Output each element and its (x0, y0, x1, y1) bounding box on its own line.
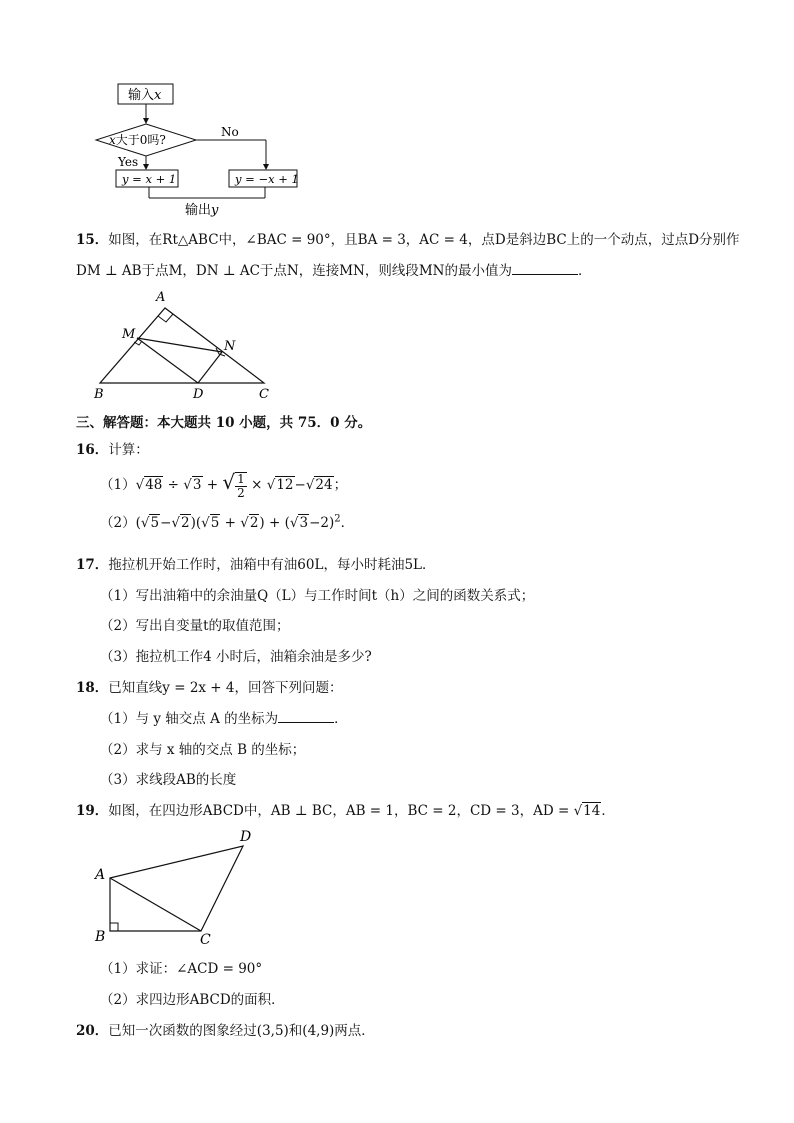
q15-label-D: D (193, 387, 204, 402)
q15-label-A: A (156, 290, 166, 305)
flowchart-decision-label: x大于0吗? (109, 133, 166, 147)
q16-title: 16．计算： (76, 442, 149, 458)
flowchart-yes-label: Yes (118, 155, 139, 169)
q15-label-C: C (259, 387, 269, 402)
q15-line2: DM ⊥ AB于点M，DN ⊥ AC于点N，连接MN，则线段MN的最小值为 ． (76, 263, 592, 279)
flowchart-input-label: 输入x (128, 88, 162, 103)
q15-label-M: M (122, 327, 136, 342)
q17-part2: （2）写出自变量t的取值范围； (100, 618, 290, 634)
q18-answer-blank[interactable] (278, 710, 334, 723)
q20-line: 20．已知一次函数的图象经过(3,5)和(4,9)两点． (76, 1023, 375, 1039)
q19-label-A: A (95, 867, 106, 883)
q18-line: 18．已知直线y = 2x + 4，回答下列问题： (76, 680, 343, 696)
q19-label-C: C (200, 932, 211, 948)
q19-label-D: D (240, 829, 252, 845)
flowchart-right-formula: y = −x + 1 (235, 172, 299, 186)
q15-text-line2: DM ⊥ AB于点M，DN ⊥ AC于点N，连接MN，则线段MN的最小值为 (76, 263, 512, 279)
q15-label-N: N (224, 339, 236, 354)
q16-part2: $(2)(√5-√2)(√5 + √2) + (√3-2)^2$． (100, 513, 355, 531)
q15-line1 (76, 228, 740, 248)
q15-number: 15． (76, 232, 109, 248)
flowchart-left-formula: y = x + 1 (122, 172, 177, 186)
q17-part1: （1）写出油箱中的余油量Q（L）与工作时间t（h）之间的函数关系式； (100, 588, 535, 604)
q17-line: 17．拖拉机开始工作时，油箱中有油60L，每小时耗油5L． (76, 557, 436, 573)
q15-label-B: B (94, 387, 104, 402)
q18-part1: （1）与 y 轴交点 A 的坐标为 ． (100, 711, 348, 727)
q15-triangle-figure (88, 288, 278, 403)
q19-line: 19．如图，在四边形ABCD中，AB ⊥ BC，AB = 1，BC = 2，CD = 3，AD = √14． (76, 803, 615, 819)
flowchart-output-label: 输出y (185, 203, 219, 218)
flowchart-no-label: No (221, 125, 239, 139)
q18-part3: （3）求线段AB的长度 (100, 772, 237, 788)
q16-part1: （1）√48 ÷ √3 + √ $\frac{1}{2}$ × √12−√24； (100, 470, 348, 500)
q15-answer-blank[interactable] (512, 262, 578, 275)
flowchart-diagram (85, 78, 315, 223)
q15-text-line1: 如图，在Rt△ABC中，∠BAC = 90°，且BA = 3，AC = 4，点D是斜边BC上的一个动点，过点D分别作 (108, 232, 740, 248)
q18-part2: （2）求与 x 轴的交点 B 的坐标； (100, 742, 306, 758)
q17-part3: （3）拖拉机工作4 小时后，油箱余油是多少? (100, 649, 372, 665)
q19-quadrilateral-figure (88, 822, 263, 952)
q19-part1: （1）求证：∠ACD = 90° (100, 961, 263, 977)
section-3-title: 三、解答题：本大题共 10 小题，共 75．0 分。 (76, 415, 372, 431)
q19-part2: （2）求四边形ABCD的面积． (100, 992, 285, 1008)
q19-label-B: B (95, 929, 106, 945)
